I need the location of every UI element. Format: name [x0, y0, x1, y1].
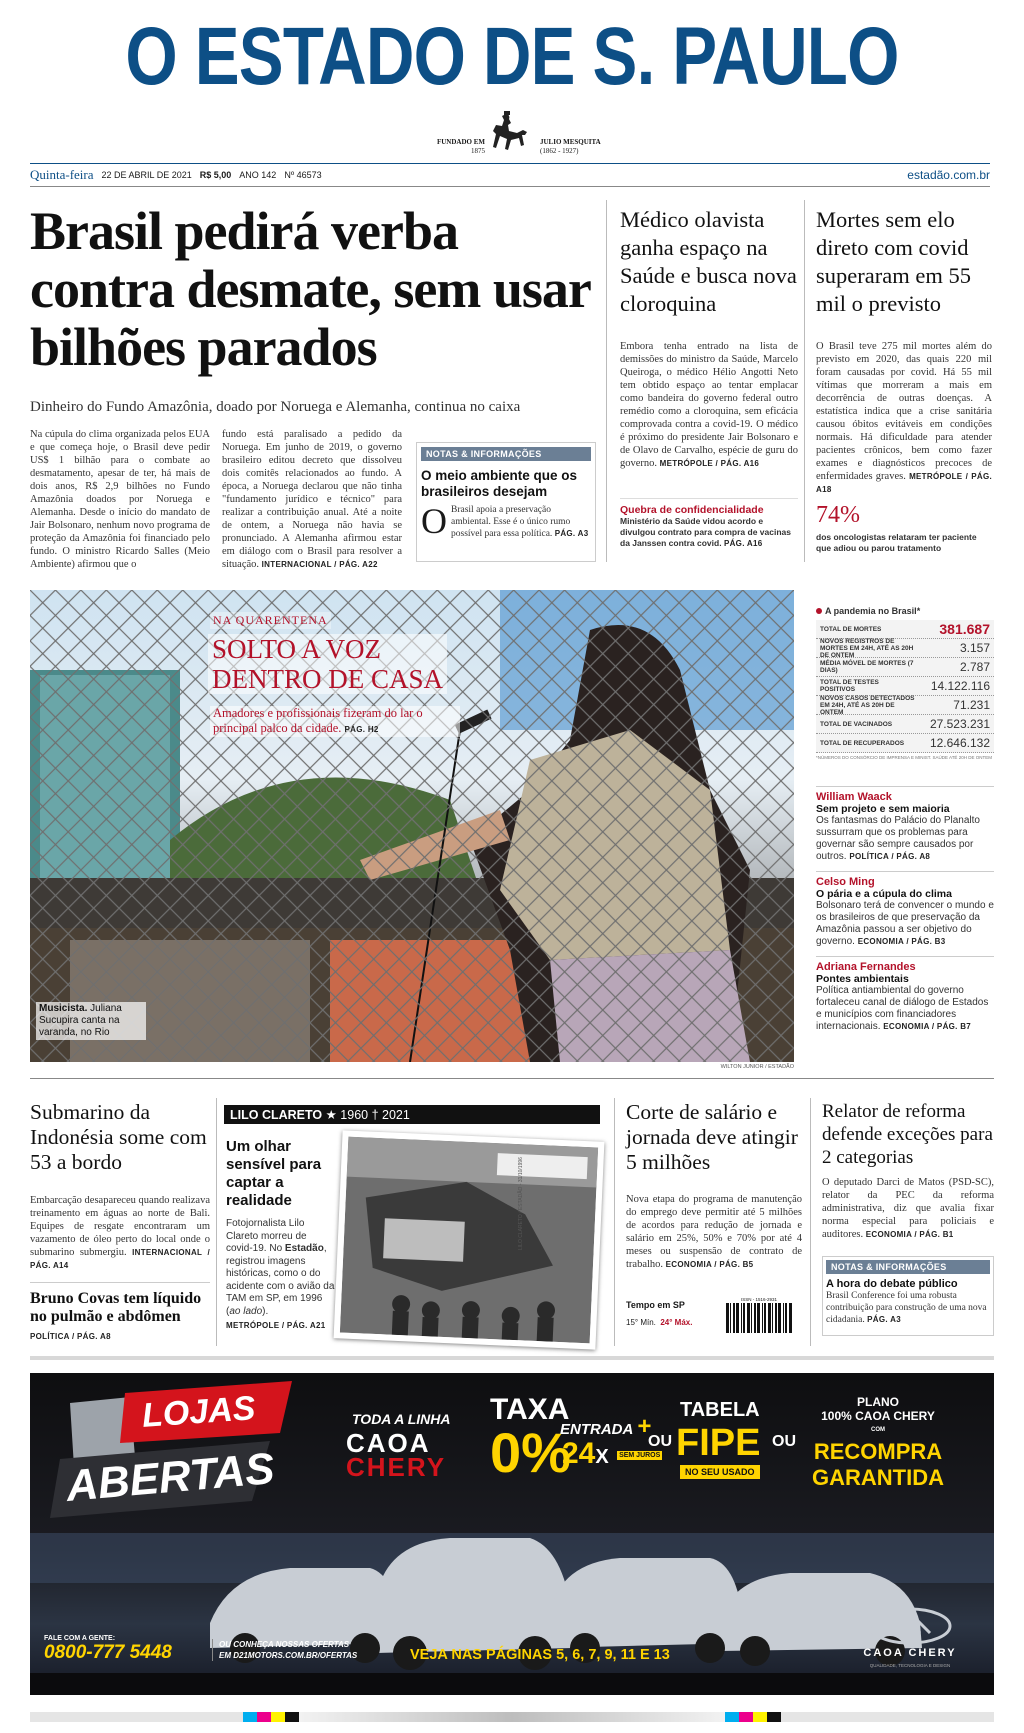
- columnist-title[interactable]: Sem projeto e sem maioria: [816, 803, 950, 815]
- founder-block: [540, 138, 660, 156]
- notes-box-2: [822, 1256, 994, 1336]
- weekday: Quinta-feira: [30, 167, 94, 182]
- columnist-title[interactable]: O pária e a cúpula do clima: [816, 888, 952, 900]
- pandemic-row-label: TOTAL DE TESTES POSITIVOS: [820, 679, 879, 693]
- pandemic-row-value: 14.122.116: [930, 679, 990, 693]
- pandemic-row: [816, 658, 994, 677]
- notes-text-2: Brasil Conference foi uma robusta contribuição para construção de uma nova cidadania. PÁG. A3: [826, 1291, 987, 1325]
- notes-tag-1: NOTAS & INFORMAÇÕES: [421, 447, 591, 461]
- columnist-title[interactable]: Pontes ambientais: [816, 973, 909, 985]
- founded-label: FUNDADO EM: [436, 138, 485, 146]
- ad-lojas: LOJAS: [140, 1389, 257, 1435]
- pandemic-row-value: 2.787: [959, 660, 990, 674]
- photo-credit: WILTON JUNIOR / ESTADÃO: [720, 1064, 794, 1070]
- lead-ref[interactable]: INTERNACIONAL / PÁG. A22: [261, 560, 378, 569]
- pandemic-row: [816, 696, 994, 715]
- columnist-list: [816, 786, 994, 1041]
- pandemic-row: [816, 677, 994, 696]
- ad-toda-linha: TODA A LINHA: [352, 1411, 451, 1427]
- price: R$ 5,00: [199, 170, 232, 180]
- columnist-item[interactable]: [816, 786, 994, 863]
- photo-caption: Musicista. Juliana Sucupira canta na varanda, no Rio: [36, 1002, 146, 1040]
- ad-ou-1: OU: [648, 1433, 672, 1450]
- salary-text: Nova etapa do programa de manutenção do emprego deve permitir até 5 milhões de acordos para redução de jornada e salário em 25%, 50% e 70% por até 4 meses ou suspensão de contrato de trabalho. ECONOMIA / PÁG. B5: [626, 1194, 802, 1270]
- caoa-chery-logo-icon: [868, 1607, 952, 1645]
- masthead-title: O ESTADO DE S. PAULO: [125, 11, 899, 102]
- ad-abertas: ABERTAS: [64, 1444, 277, 1512]
- photo-headline[interactable]: SOLTO A VOZ DENTRO DE CASA: [208, 634, 447, 694]
- columnist-name[interactable]: William Waack: [816, 791, 892, 803]
- columnist-item[interactable]: [816, 871, 994, 948]
- ad-ou-2: OU: [772, 1433, 796, 1450]
- ad-site-block: OU CONHEÇA NOSSAS OFERTAS EM D21MOTORS.COM.BR/OFERTAS: [212, 1639, 357, 1661]
- photo-kicker: NA QUARENTENA: [210, 612, 331, 629]
- ad-site-link[interactable]: EM D21MOTORS.COM.BR/OFERTAS: [219, 1651, 358, 1660]
- founded-year: 1875: [471, 147, 485, 155]
- columnist-name[interactable]: Celso Ming: [816, 876, 875, 888]
- photo-deck: Amadores e profissionais fizeram do lar o principal palco da cidade. PÁG. H2: [210, 706, 460, 737]
- ad-phone-block: FALE COM A GENTE: 0800-777 5448: [44, 1635, 172, 1663]
- columnist-item[interactable]: [816, 956, 994, 1033]
- story3-headline[interactable]: Mortes sem elo direto com covid superaram em 55 mil o previsto: [816, 207, 971, 316]
- year: ANO 142: [239, 170, 277, 180]
- lead-headline[interactable]: Brasil pedirá verba contra desmate, sem usar bilhões parados: [30, 201, 590, 377]
- ad-taxa-value: 0%: [490, 1421, 571, 1484]
- pandemic-row: [816, 620, 994, 639]
- caoa-chery-ad[interactable]: [30, 1373, 994, 1695]
- ad-plano: PLANO 100% CAOA CHERY COM: [821, 1395, 935, 1433]
- issue-date: 22 DE ABRIL DE 2021: [101, 170, 192, 180]
- lilo-photo-credit: LILO CLARETO / ESTADÃO - 31/10/1996: [518, 1157, 524, 1250]
- issue-number: Nº 46573: [284, 170, 322, 180]
- weather-min: 15° Mín.: [626, 1318, 656, 1327]
- ad-tabela: TABELA: [680, 1399, 760, 1421]
- site-link[interactable]: estadão.com.br: [907, 168, 990, 182]
- pandemic-row-value: 71.231: [953, 698, 990, 712]
- issn-text: ISSN - 1516-2931: [740, 1297, 778, 1302]
- pandemic-row-label: TOTAL DE RECUPERADOS: [820, 739, 905, 747]
- pandemic-row-label: MÉDIA MÓVEL DE MORTES (7 DIAS): [820, 660, 914, 674]
- ad-taxa: TAXA: [490, 1393, 570, 1426]
- reform-headline[interactable]: Relator de reforma defende exceções para 2 categorias: [822, 1101, 993, 1168]
- barcode-icon: [726, 1303, 792, 1339]
- notes-tag-2: NOTAS & INFORMAÇÕES: [826, 1260, 990, 1274]
- lead-deck: Dinheiro do Fundo Amazônia, doado por Noruega e Alemanha, continua no caixa: [30, 399, 521, 415]
- sub-headline[interactable]: Submarino da Indonésia some com 53 a bordo: [30, 1100, 207, 1174]
- lilo-text: Fotojornalista Lilo Clareto morreu de covid-19. No Estadão, registrou imagens históricas, como o do acidente com o avião da TAM em SP, em 1996 (ao lado). METRÓPOLE / PÁG. A21: [226, 1218, 335, 1330]
- notes-title-1[interactable]: O meio ambiente que os brasileiros desejam: [421, 468, 578, 499]
- pandemic-row-label: NOVOS REGISTROS DE MORTES EM 24H, ATÉ AS 20H DE ONTEM: [820, 637, 914, 659]
- pandemic-row: [816, 715, 994, 734]
- pandemic-row-label: NOVOS CASOS DETECTADOS EM 24H, ATÉ AS 20H DE ONTEM: [820, 694, 915, 716]
- pandemic-rows: [816, 620, 994, 753]
- reform-text: O deputado Darci de Matos (PSD-SC), relator da PEC da reforma administrativa, diz que avalia fixar norma especial para policiais e auditores. ECONOMIA / PÁG. B1: [822, 1177, 994, 1240]
- covas-headline[interactable]: Bruno Covas tem líquido no pulmão e abdômen: [30, 1290, 202, 1325]
- ad-logo-text: CAOA CHERY: [863, 1647, 957, 1659]
- columnist-name[interactable]: Adriana Fernandes: [816, 961, 916, 973]
- pandemic-row-label: TOTAL DE VACINADOS: [820, 720, 893, 728]
- ad-24x: 24X SEM JUROS: [562, 1437, 661, 1470]
- horseman-logo-icon: [482, 110, 534, 168]
- lead-col1: Na cúpula do clima organizada pelos EUA e que começa hoje, o Brasil deve pedir US$ 1 bilhão para o combate ao desmatamento, apesar de ter, há mais de dois anos, R$ 2,9 bilhões no Fundo Amazônia doados por Noruega e Alemanha. Desde o início do mandato de Jair Bolsonaro, nenhum novo programa de proteção da Amazônia foi financiado pelo fundo. O ministro Ricardo Salles (Meio Ambiente) afirmou que o: [30, 429, 210, 570]
- notes-box-1: [416, 442, 596, 562]
- columnist-text: Política antiambiental do governo fortaleceu canal de diálogo de Estados e municípios com financiadores internacionais. ECONOMIA / PÁG. B7: [816, 985, 989, 1032]
- pandemic-box: [816, 606, 994, 760]
- ad-fipe: FIPE: [676, 1422, 761, 1464]
- lilo-photo: [334, 1130, 605, 1349]
- pandemic-row-value: 12.646.132: [929, 736, 990, 750]
- pandemic-row-value: 3.157: [959, 641, 990, 655]
- story2-sub-text: Ministério da Saúde vidou acordo e divulgou contrato para compra de vacinas da Janssen contra covid. PÁG. A16: [620, 516, 791, 548]
- story2-headline[interactable]: Médico olavista ganha espaço na Saúde e busca nova cloroquina: [620, 207, 797, 316]
- salary-headline[interactable]: Corte de salário e jornada deve atingir 5 milhões: [626, 1100, 798, 1174]
- pandemic-row-value: 27.523.231: [929, 717, 990, 731]
- pandemic-title: A pandemia no Brasil*: [816, 606, 994, 616]
- crash-photo: [340, 1137, 598, 1344]
- sub-text: Embarcação desapareceu quando realizava treinamento em águas ao norte de Bali. Equipes de resgate encontraram um vazamento de óleo perto do local onde o submarino submergiu. INTERNACIONAL / PÁG. A14: [30, 1195, 210, 1270]
- pandemic-row: [816, 734, 994, 753]
- ad-pages: VEJA NAS PÁGINAS 5, 6, 7, 9, 11 E 13: [410, 1647, 670, 1663]
- notes-title-2[interactable]: A hora do debate público: [826, 1278, 958, 1290]
- lilo-headline[interactable]: Um olhar sensível para captar a realidade: [226, 1138, 322, 1209]
- founded-block: [395, 138, 485, 156]
- columnist-text: Os fantasmas do Palácio do Planalto sussurram que os problemas para governar são sempre causados por outros. POLÍTICA / PÁG. A8: [816, 815, 980, 862]
- weather: [626, 1300, 716, 1327]
- stat-74: 74%: [816, 502, 860, 528]
- notes-text-1: Brasil apoia a preservação ambiental. Esse é o único rumo possível para essa política. PÁG. A3: [451, 505, 589, 539]
- dateline: [30, 167, 990, 183]
- founder-years: (1862 - 1927): [540, 147, 579, 155]
- founder-name: JULIO MESQUITA: [540, 138, 601, 146]
- ad-phone[interactable]: 0800-777 5448: [44, 1642, 172, 1663]
- lead-col2-text: fundo está paralisado a pedido da Noruega. Em junho de 2019, o governo brasileiro editou decreto que dissolveu dois comitês relacionados ao fundo. A época, a Noruega declarou que não tinha "fundamento jurídico e técnico" para realizar a contribuição anual. Até a noite de ontem, a Noruega não havia se pronunciado. A Alemanha afirmou estar em diálogo com o Brasil para resolver a situação.: [222, 429, 402, 570]
- ad-no-usado: NO SEU USADO: [680, 1465, 760, 1479]
- main-photo: [30, 590, 794, 1062]
- dropcap: O: [421, 501, 447, 541]
- weather-label: Tempo em SP: [626, 1300, 685, 1310]
- ad-entrada: ENTRADA +: [560, 1413, 651, 1440]
- story2-sub-title[interactable]: Quebra de confidencialidade: [620, 504, 764, 516]
- pandemic-footnote: *NÚMEROS DO CONSÓRCIO DE IMPRENSA E MINIST. SAÚDE ATÉ 20H DE ONTEM: [816, 755, 992, 760]
- ad-recompra: RECOMPRA GARANTIDA: [812, 1439, 944, 1490]
- pandemic-row-label: TOTAL DE MORTES: [820, 625, 882, 633]
- story2-sub: [620, 504, 798, 549]
- stat-74-text: dos oncologistas relataram ter paciente que adiou ou parou tratamento: [816, 532, 977, 553]
- print-color-bar: [30, 1712, 994, 1722]
- weather-max: 24° Máx.: [660, 1318, 693, 1327]
- columnist-text: Bolsonaro terá de convencer o mundo e os brasileiros de que preservação da Amazônia passou a ser objetivo do governo. ECONOMIA / PÁG. B3: [816, 900, 994, 947]
- pandemic-row: [816, 639, 994, 658]
- ad-brand: CAOA CHERY: [346, 1428, 447, 1482]
- story3-text: O Brasil teve 275 mil mortes além do previsto em 2020, das quais 220 mil foram causadas por covid. Há 55 mil vítimas que morreram a mais em decorrência de outras doenças. A estatística indica que a crise sanitária causou óbitos evitáveis em condições normais. Há dificuldade para atender pacientes crônicos, bem como fazer exames e diagnósticos precoces de enfermidades graves. METRÓPOLE / PÁG. A18: [816, 341, 992, 494]
- story2-text: Embora tenha entrado na lista de demissões do ministro da Saúde, Marcelo Queiroga, o médico Hélio Angotti Neto tem obtido espaço ao tentar emplacar como bandeira do governo federal outro remédio como a cloroquina, sem eficácia comprovada contra a covid-19. O médico é próximo do presidente Jair Bolsonaro e de Olavo de Carvalho, espécie de guru do governo. METRÓPOLE / PÁG. A16: [620, 341, 798, 469]
- lead-col2: [222, 428, 402, 571]
- pandemic-row-value: 381.687: [939, 621, 990, 637]
- lilo-banner: LILO CLARETO ★ 1960 † 2021: [224, 1105, 600, 1124]
- covas-ref[interactable]: POLÍTICA / PÁG. A8: [30, 1332, 111, 1341]
- ad-logo-tagline: QUALIDADE, TECNOLOGIA E DESIGN: [869, 1663, 951, 1668]
